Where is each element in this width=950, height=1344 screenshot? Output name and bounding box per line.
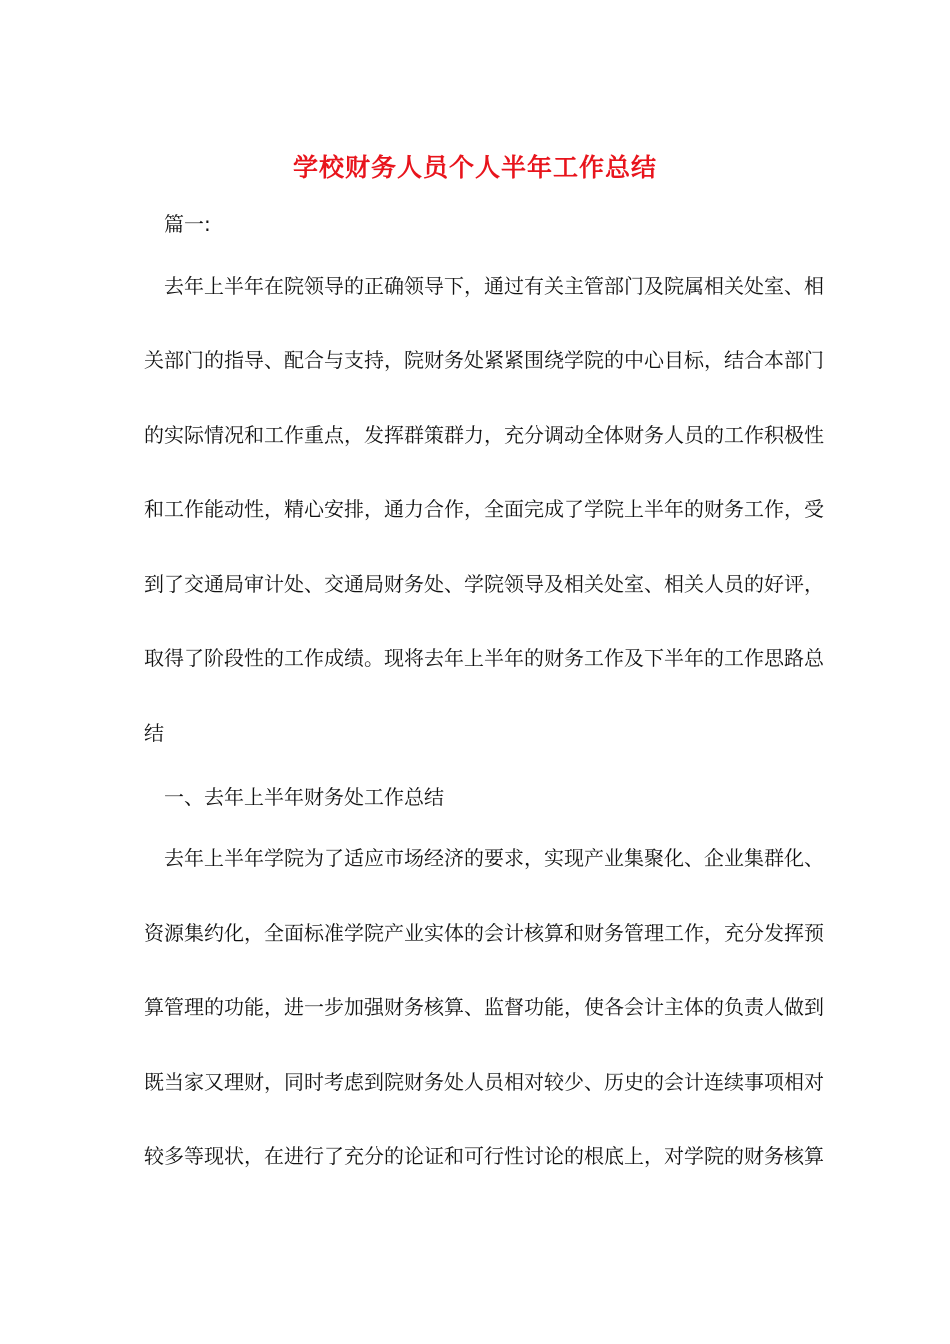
paragraph-line: 关部门的指导、配合与支持，院财务处紧紧围绕学院的中心目标，结合本部门 bbox=[144, 348, 824, 372]
section-label: 篇一: bbox=[164, 212, 211, 236]
paragraph-line: 算管理的功能，进一步加强财务核算、监督功能，使各会计主体的负责人做到 bbox=[144, 995, 824, 1019]
paragraph-line: 的实际情况和工作重点，发挥群策群力，充分调动全体财务人员的工作积极性 bbox=[144, 423, 824, 447]
paragraph-line: 资源集约化，全面标准学院产业实体的会计核算和财务管理工作，充分发挥预 bbox=[144, 921, 824, 945]
paragraph-line: 去年上半年在院领导的正确领导下，通过有关主管部门及院属相关处室、相 bbox=[164, 274, 824, 298]
section-heading: 一、去年上半年财务处工作总结 bbox=[164, 785, 444, 809]
document-title: 学校财务人员个人半年工作总结 bbox=[292, 153, 657, 182]
paragraph-line: 去年上半年学院为了适应市场经济的要求，实现产业集聚化、企业集群化、 bbox=[164, 846, 824, 870]
paragraph-line: 取得了阶段性的工作成绩。现将去年上半年的财务工作及下半年的工作思路总 bbox=[144, 646, 824, 670]
paragraph-line: 既当家又理财，同时考虑到院财务处人员相对较少、历史的会计连续事项相对 bbox=[144, 1070, 824, 1094]
paragraph-line: 到了交通局审计处、交通局财务处、学院领导及相关处室、相关人员的好评， bbox=[144, 572, 824, 596]
paragraph-line: 较多等现状，在进行了充分的论证和可行性讨论的根底上，对学院的财务核算 bbox=[144, 1144, 824, 1168]
paragraph-line: 和工作能动性，精心安排，通力合作，全面完成了学院上半年的财务工作，受 bbox=[144, 497, 824, 521]
paragraph-line: 结 bbox=[144, 721, 164, 745]
